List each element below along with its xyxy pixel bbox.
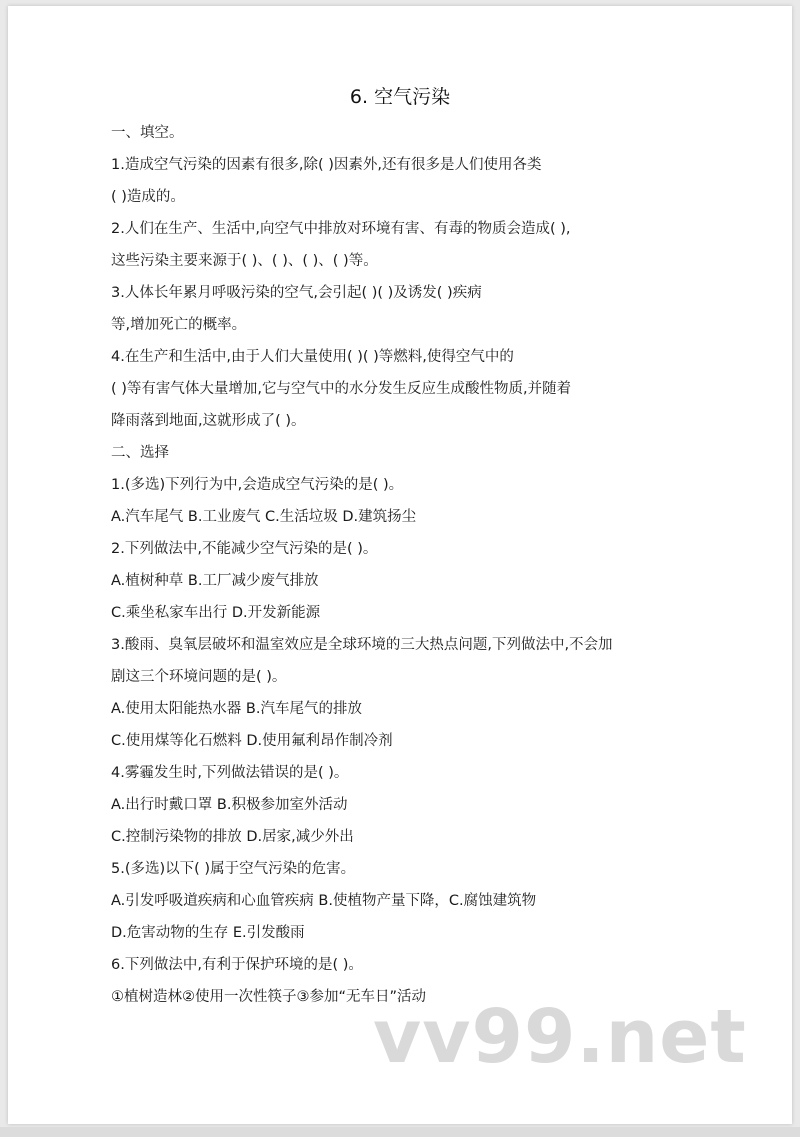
question-line: 剧这三个环境问题的是( )。 <box>111 669 287 685</box>
question-line: 1.造成空气污染的因素有很多,除( )因素外,还有很多是人们使用各类 <box>111 157 542 173</box>
option-line: A.引发呼吸道疾病和心血管疾病 B.使植物产量下降，C.腐蚀建筑物 <box>111 893 537 909</box>
question-line: 3.人体长年累月呼吸污染的空气,会引起( )( )及诱发( )疾病 <box>111 285 482 301</box>
option-line: C.使用煤等化石燃料 D.使用氟利昂作制冷剂 <box>111 733 393 749</box>
question-line: 4.雾霾发生时,下列做法错误的是( )。 <box>111 765 349 781</box>
watermark: vv99.net <box>373 994 747 1080</box>
question-line: 这些污染主要来源于( )、( )、( )、( )等。 <box>111 253 378 269</box>
question-line: 6.下列做法中,有利于保护环境的是( )。 <box>111 957 363 973</box>
question-line: 3.酸雨、臭氧层破坏和温室效应是全球环境的三大热点问题,下列做法中,不会加 <box>111 637 613 653</box>
option-line: A.使用太阳能热水器 B.汽车尾气的排放 <box>111 701 362 717</box>
option-line: C.乘坐私家车出行 D.开发新能源 <box>111 605 321 621</box>
document-page <box>8 6 792 1124</box>
viewer-bottom-bar <box>0 1127 800 1137</box>
question-line: 4.在生产和生活中,由于人们大量使用( )( )等燃料,使得空气中的 <box>111 349 514 365</box>
option-line: ①植树造林②使用一次性筷子③参加“无车日”活动 <box>111 989 427 1005</box>
question-line: ( )造成的。 <box>111 189 185 205</box>
question-line: 2.下列做法中,不能减少空气污染的是( )。 <box>111 541 378 557</box>
section-heading-fill-blank: 一、填空。 <box>111 125 184 141</box>
section-heading-choice: 二、选择 <box>111 445 169 461</box>
question-line: ( )等有害气体大量增加,它与空气中的水分发生反应生成酸性物质,并随着 <box>111 381 572 397</box>
page-title: 6. 空气污染 <box>349 86 451 108</box>
option-line: A.汽车尾气 B.工业废气 C.生活垃圾 D.建筑扬尘 <box>111 509 417 525</box>
question-line: 等,增加死亡的概率。 <box>111 317 247 333</box>
option-line: C.控制污染物的排放 D.居家,减少外出 <box>111 829 354 845</box>
question-line: 2.人们在生产、生活中,向空气中排放对环境有害、有毒的物质会造成( ), <box>111 221 571 237</box>
question-line: 5.(多选)以下( )属于空气污染的危害。 <box>111 861 356 877</box>
question-line: 1.(多选)下列行为中,会造成空气污染的是( )。 <box>111 477 404 493</box>
option-line: A.植树种草 B.工厂减少废气排放 <box>111 573 319 589</box>
option-line: D.危害动物的生存 E.引发酸雨 <box>111 925 305 941</box>
option-line: A.出行时戴口罩 B.积极参加室外活动 <box>111 797 348 813</box>
question-line: 降雨落到地面,这就形成了( )。 <box>111 413 306 429</box>
